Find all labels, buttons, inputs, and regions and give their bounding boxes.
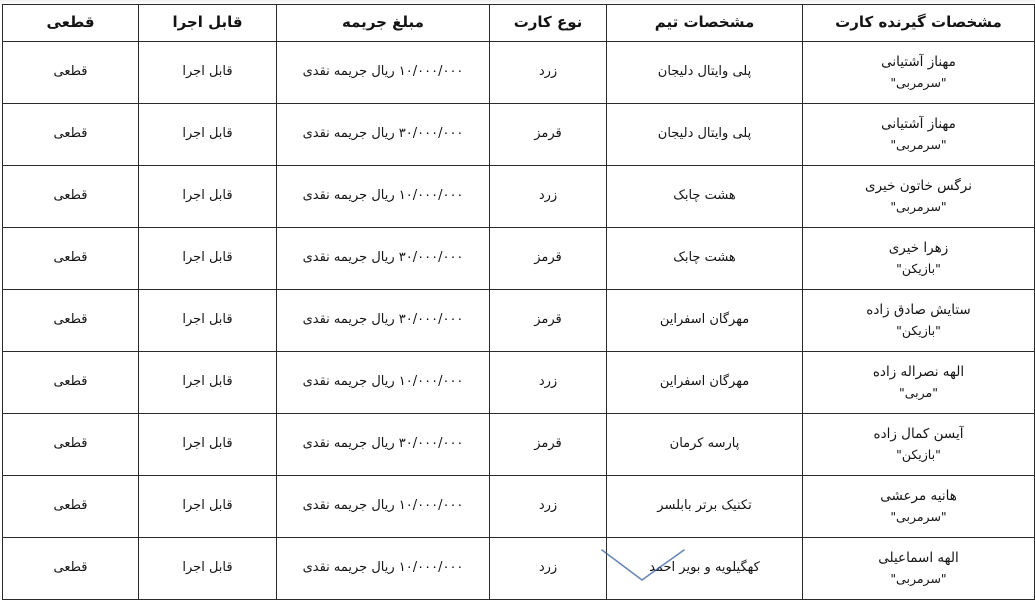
cell-person [803, 228, 1035, 290]
table-row [3, 104, 1035, 166]
cell-person [803, 42, 1035, 104]
cell-status: قطعی [3, 166, 139, 228]
cell-person [803, 476, 1035, 538]
person-name: نرگس خاتون خیری [865, 178, 972, 195]
cell-card-type: زرد [490, 166, 607, 228]
table-row [3, 538, 1035, 600]
cell-card-type: قرمز [490, 104, 607, 166]
table-header [3, 5, 1035, 42]
person-role: "بازیکن" [896, 447, 941, 463]
table-row [3, 414, 1035, 476]
cell-status: قطعی [3, 42, 139, 104]
cell-amount: ۱۰/۰۰۰/۰۰۰ ریال جریمه نقدی [277, 476, 490, 538]
cell-card-type: زرد [490, 476, 607, 538]
cell-card-type: قرمز [490, 228, 607, 290]
cell-executable: قابل اجرا [139, 228, 277, 290]
cell-amount: ۱۰/۰۰۰/۰۰۰ ریال جریمه نقدی [277, 166, 490, 228]
cell-executable: قابل اجرا [139, 476, 277, 538]
person-role: "مربی" [899, 385, 938, 401]
cell-executable: قابل اجرا [139, 290, 277, 352]
cell-person [803, 414, 1035, 476]
person-role: "بازیکن" [896, 323, 941, 339]
table-row [3, 476, 1035, 538]
cell-card-type: زرد [490, 42, 607, 104]
cell-amount: ۳۰/۰۰۰/۰۰۰ ریال جریمه نقدی [277, 290, 490, 352]
person-name: زهرا خیری [888, 240, 949, 257]
cell-amount: ۳۰/۰۰۰/۰۰۰ ریال جریمه نقدی [277, 104, 490, 166]
cell-person [803, 538, 1035, 600]
person-name: آیسن کمال زاده [873, 426, 964, 443]
person-name: الهه اسماعیلی [878, 550, 959, 567]
sanctions-table [2, 4, 1035, 600]
cell-team: پلی وایتال دلیجان [607, 42, 803, 104]
document-page [0, 4, 1035, 600]
column-header-executable: قابل اجرا [139, 5, 277, 42]
cell-person [803, 352, 1035, 414]
column-header-person: مشخصات گیرنده کارت [803, 5, 1035, 42]
cell-status: قطعی [3, 414, 139, 476]
column-header-status: قطعی [3, 5, 139, 42]
cell-team: مهرگان اسفراین [607, 290, 803, 352]
table-row [3, 228, 1035, 290]
cell-card-type: زرد [490, 538, 607, 600]
person-role: "سرمربی" [890, 571, 947, 587]
table-row [3, 290, 1035, 352]
cell-card-type: زرد [490, 352, 607, 414]
cell-team: هشت چابک [607, 228, 803, 290]
cell-executable: قابل اجرا [139, 414, 277, 476]
cell-team: تکنیک برتر بابلسر [607, 476, 803, 538]
cell-executable: قابل اجرا [139, 104, 277, 166]
cell-amount: ۱۰/۰۰۰/۰۰۰ ریال جریمه نقدی [277, 352, 490, 414]
person-name: الهه نصراله زاده [872, 364, 965, 381]
cell-team: پلی وایتال دلیجان [607, 104, 803, 166]
cell-team: کهگیلویه و بویر احمد [607, 538, 803, 600]
column-header-card-type: نوع کارت [490, 5, 607, 42]
table-row [3, 352, 1035, 414]
table-body [3, 42, 1035, 600]
column-header-amount: مبلغ جریمه [277, 5, 490, 42]
person-role: "سرمربی" [890, 75, 947, 91]
cell-team: پارسه کرمان [607, 414, 803, 476]
person-role: "بازیکن" [896, 261, 941, 277]
person-name: ستایش صادق زاده [866, 302, 971, 319]
cell-status: قطعی [3, 538, 139, 600]
cell-amount: ۱۰/۰۰۰/۰۰۰ ریال جریمه نقدی [277, 42, 490, 104]
cell-card-type: قرمز [490, 414, 607, 476]
person-name: مهناز آشتیانی [881, 54, 956, 71]
cell-status: قطعی [3, 290, 139, 352]
cell-person [803, 290, 1035, 352]
cell-team: هشت چابک [607, 166, 803, 228]
table-row [3, 42, 1035, 104]
person-role: "سرمربی" [890, 509, 947, 525]
cell-executable: قابل اجرا [139, 352, 277, 414]
cell-amount: ۳۰/۰۰۰/۰۰۰ ریال جریمه نقدی [277, 414, 490, 476]
cell-status: قطعی [3, 228, 139, 290]
cell-status: قطعی [3, 476, 139, 538]
column-header-team: مشخصات تیم [607, 5, 803, 42]
cell-executable: قابل اجرا [139, 42, 277, 104]
cell-status: قطعی [3, 352, 139, 414]
person-name: مهناز آشتیانی [881, 116, 956, 133]
table-row [3, 166, 1035, 228]
cell-executable: قابل اجرا [139, 538, 277, 600]
cell-team: مهرگان اسفراین [607, 352, 803, 414]
person-role: "سرمربی" [890, 137, 947, 153]
cell-executable: قابل اجرا [139, 166, 277, 228]
cell-card-type: قرمز [490, 290, 607, 352]
cell-person [803, 166, 1035, 228]
table-header-row [3, 5, 1035, 42]
person-role: "سرمربی" [890, 199, 947, 215]
cell-amount: ۳۰/۰۰۰/۰۰۰ ریال جریمه نقدی [277, 228, 490, 290]
cell-person [803, 104, 1035, 166]
person-name: هانیه مرعشی [880, 488, 957, 505]
cell-status: قطعی [3, 104, 139, 166]
cell-amount: ۱۰/۰۰۰/۰۰۰ ریال جریمه نقدی [277, 538, 490, 600]
